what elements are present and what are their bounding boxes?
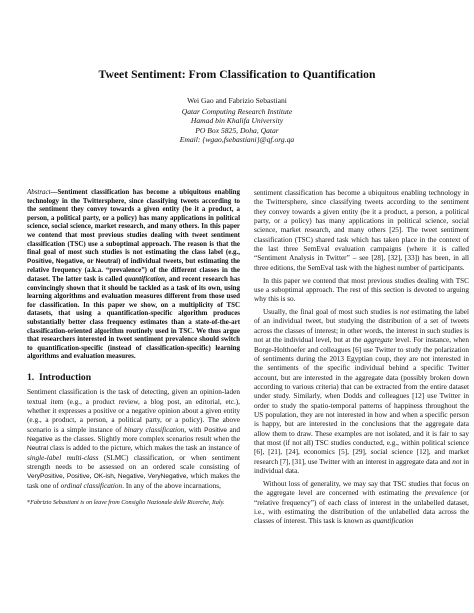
footnote-mark: *: [27, 499, 31, 506]
author-email: Email: {wgao,fsebastiani}@qf.org.qa: [179, 135, 295, 144]
right-column: [254, 189, 469, 527]
affiliation-line-3: PO Box 5825, Doha, Qatar: [195, 125, 279, 135]
class-negative: Negative: [55, 257, 84, 265]
left-column: [27, 188, 240, 507]
author-block: [0, 96, 474, 145]
paper-title: Tweet Sentiment: From Classification to Quantification: [98, 68, 376, 81]
affiliation-line-1: Qatar Computing Research Institute: [181, 106, 293, 116]
abstract-label: Abstract: [27, 188, 51, 196]
affiliation-line-2: Hamad bin Khalifa University: [190, 116, 284, 125]
class-positive: Positive: [27, 257, 52, 265]
right-paragraph-2: In this paper we contend that most previous studies dealing with TSC use a suboptimal approach. The rest of this section is devoted to arguing why this is so.: [254, 276, 469, 304]
footnote: *Fabrizio Sebastiani is on leave from Consiglio Nazionale delle Ricerche, Italy.: [27, 499, 225, 506]
right-paragraph-3: Usually, the final goal of most such studies is not estimating the label of an individual tweet, but studying the distribution of a set of tweets across the classes of interest; in other words, the interest in such studies is not at the individual level, but at the aggregate level. For instance, when Borge-Holthoefer and colleagues [6] use Twitter to study the polarization of sentiments during the 2013 Egyptian coup, they are not interested in the sentiments of the specific individual behind a specific Twitter account, but are interested in the aggregate data (possibly broken down according to various criteria) that can be extracted from the entire dataset under study. Similarly, when Dodds and colleagues [12] use Twitter in order to study the spatio-temporal patterns of happiness throughout the US population, they are not interested in how and when a specific person is happy, but are interested in the conclusions that the aggregate data allow them to draw. These examples are not isolated, and it is fair to say that most (if not all) TSC studies conducted, e.g., within political science [6], [21], [24], economics [5], [29], social science [12], and market research [7], [31], use Twitter with an interest in aggregate data and not in individual data.: [254, 308, 469, 475]
abstract: Abstract—Sentiment classification has become a ubiquitous enabling technology in the Twittersphere, since classifying tweets according to the sentiment they convey towards a given entity (be it a product, a person, a political party, or a policy) has many applications in political science, social science, market research, and many others. In this paper we contend that most previous studies dealing with tweet sentiment classification (TSC) use a suboptimal approach. The reason is that the final goal of most such studies is not estimating the class label (e.g., Positive, Negative, or Neutral) of individual tweets, but estimating the relative frequency (a.k.a. “prevalence”) of the different classes in the dataset. The latter task is called quantification, and recent research has convincingly shown that it should be tackled as a task of its own, using learning algorithms and evaluation measures different from those used for classification. In this paper we show, on a multiplicity of TSC datasets, that using a quantification-specific algorithm produces substantially better class frequency estimates than a state-of-the-art classification-oriented algorithm routinely used in TSC. We thus argue that researchers interested in tweet sentiment prevalence should switch to quantification-specific (instead of classification-specific) learning algorithms and evaluation measures.: [27, 188, 241, 361]
section-heading-introduction: 1. Introduction: [27, 371, 92, 383]
author-names: Wei Gao and Fabrizio Sebastiani: [187, 96, 287, 105]
intro-paragraph: Sentiment classification is the task of detecting, given an opinion-laden textual item (e.g., a product review, a blog post, an editorial, etc.), whether it expresses a positive or a negative opinion about a given entity (e.g., a product, a person, a political party, or a policy). The above scenario is a simple instance of binary classification, with Positive and Negative as the classes. Slightly more complex scenarios result when the Neutral class is added to the picture, which makes the task an instance of single-label multi-class (SLMC) classification, or when sentiment strength needs to be assessed on an ordered scale consisting of VeryPositive, Positive, OK-ish, Negative, VeryNegative, which makes the task one of ordinal classification. In any of the above incarnations,: [27, 388, 241, 490]
right-paragraph-1: sentiment classification has become a ubiquitous enabling technology in the Twittersphere, since classifying tweets according to the sentiment they convey towards a given entity (be it a product, a person, a political party, or a policy) has many applications in political science, social science, market research, and many others [25]. The tweet sentiment classification (TSC) shared task which has taken place in the context of the last three SemEval evaluation campaigns (where it is called “Sentiment Analysis in Twitter” – see [28], [32], [33]) has been, in all three editions, the SemEval task with the highest number of participants.: [254, 189, 469, 272]
class-neutral: Neutral: [95, 257, 119, 265]
right-paragraph-4: Without loss of generality, we may say that TSC studies that focus on the aggregate level are concerned with estimating the prevalence (or “relative frequency”) of each class of interest in the unlabelled dataset, i.e., with estimating the distribution of the unlabelled data across the classes of interest. This task is known as quantification: [254, 479, 469, 526]
